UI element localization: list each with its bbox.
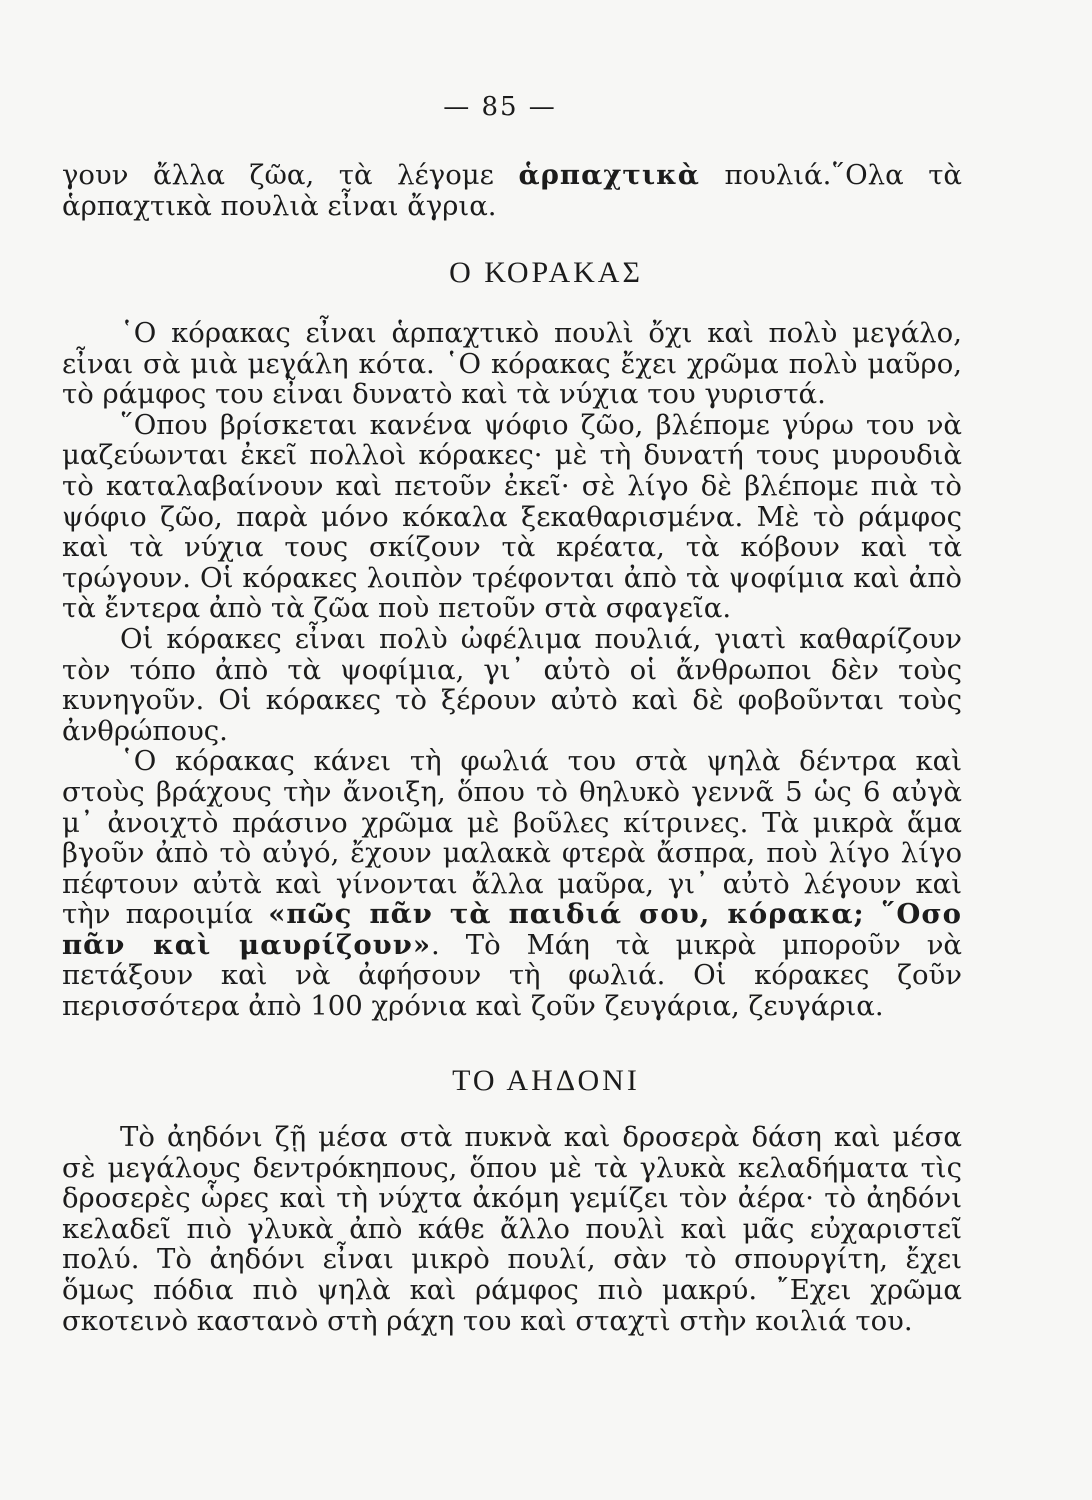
section-title-korakas: Ο ΚΟΡΑΚΑΣ <box>449 256 643 289</box>
paragraph: Οἱ κόρακες εἶναι πολὺ ὠφέλιμα πουλιά, γιατὶ καθαρίζουν τὸν τόπο ἀπὸ τὰ ψοφίμια, γι᾽ αὐτὸ οἱ ἄνθρωποι δὲν τοὺς κυνηγοῦν. Οἱ κόρακες τὸ ξέρουν αὐτὸ καὶ δὲ φοβοῦνται τοὺς ἀνθρώπους. <box>62 622 962 747</box>
page-number: — 85 — <box>443 92 557 122</box>
paragraph <box>62 746 962 1021</box>
section-body-korakas <box>62 318 962 1022</box>
paragraph-text: ῾Ο κόρακας κάνει τὴ φωλιά του στὰ ψηλὰ δέντρα καὶ στοὺς βράχους τὴν ἄνοιξη, ὅπου τὸ θηλυκὸ γεννᾶ 5 ὡς 6 αὐγὰ μ᾽ ἀνοιχτὸ πράσινο χρῶμα μὲ βοῦλες κίτρινες. Τὰ μικρὰ ἅμα βγοῦν ἀπὸ τὸ αὐγό, ἔχουν μαλακὰ φτερὰ ἄσπρα, ποὺ λίγο λίγο πέφτουν αὐτὰ καὶ γίνονται ἄλλα μαῦρα, γι᾽ αὐτὸ λέγουν καὶ τὴν παροιμία <box>62 745 962 931</box>
paragraph: Τὸ ἀηδόνι ζῇ μέσα στὰ πυκνὰ καὶ δροσερὰ δάση καὶ μέσα σὲ μεγάλους δεντρόκηπους, ὅπου μὲ τὰ γλυκὰ κελαδήματα τὶς δροσερὲς ὧρες καὶ τὴ νύχτα ἀκόμη γεμίζει τὸν ἀέρα· τὸ ἀηδόνι κελαδεῖ πιὸ γλυκὰ ἀπὸ κάθε ἄλλο πουλὶ καὶ μᾶς εὐχαριστεῖ πολύ. Τὸ ἀηδόνι εἶναι μικρὸ πουλί, σὰν τὸ σπουργίτη, ἔχει ὅμως πόδια πιὸ ψηλὰ καὶ ράμφος πιὸ μακρύ. ῎Εχει χρῶμα σκοτεινὸ καστανὸ στὴ ράχη του καὶ σταχτὶ στὴν κοιλιά του. <box>62 1121 962 1337</box>
intro-text-part: γουν ἄλλα ζῶα, τὰ λέγομε <box>62 159 519 191</box>
intro-text-part: πουλιά.῞Ολα τὰ ἁρπαχτικὰ πουλιὰ εἶναι ἄγρια. <box>62 159 962 222</box>
paragraph-text: . Τὸ Μάη τὰ μικρὰ μποροῦν νὰ πετάξουν καὶ νὰ ἀφήσουν τὴ φωλιά. Οἱ κόρακες ζοῦν περισσότερα ἀπὸ 100 χρόνια καὶ ζοῦν ζευγάρια, ζευγάρια. <box>62 928 963 1023</box>
intro-text <box>62 160 962 221</box>
paragraph: ῾Ο κόρακας εἶναι ἁρπαχτικὸ πουλὶ ὄχι καὶ πολὺ μεγάλο, εἶναι σὰ μιὰ μεγάλη κότα. ῾Ο κόρακας ἔχει χρῶμα πολὺ μαῦρο, τὸ ράμφος του εἶναι δυνατὸ καὶ τὰ νύχια του γυριστά. <box>62 317 962 411</box>
intro-paragraph <box>62 160 962 221</box>
proverb-bold: «πῶς πᾶν τὰ παιδιά σου, κόρακα; ῞Οσο πᾶν καὶ μαυρίζουν» <box>62 898 963 961</box>
intro-bold-term: ἁρπαχτικὰ <box>518 159 700 191</box>
section-body-aidoni <box>62 1122 962 1336</box>
section-title-aidoni: ΤΟ ΑΗΔΟΝΙ <box>452 1064 640 1097</box>
paragraph: ῞Οπου βρίσκεται κανένα ψόφιο ζῶο, βλέπομε γύρω του νὰ μαζεύωνται ἐκεῖ πολλοὶ κόρακες· μὲ τὴ δυνατή τους μυρουδιὰ τὸ καταλαβαίνουν καὶ πετοῦν ἐκεῖ· σὲ λίγο δὲ βλέπομε πιὰ τὸ ψόφιο ζῶο, παρὰ μόνο κόκαλα ξεκαθαρισμένα. Μὲ τὸ ράμφος καὶ τὰ νύχια τους σκίζουν τὰ κρέατα, τὰ κόβουν καὶ τὰ τρώγουν. Οἱ κόρακες λοιπὸν τρέφονται ἀπὸ τὰ ψοφίμια καὶ ἀπὸ τὰ ἔντερα ἀπὸ τὰ ζῶα ποὺ πετοῦν στὰ σφαγεῖα. <box>62 408 962 625</box>
